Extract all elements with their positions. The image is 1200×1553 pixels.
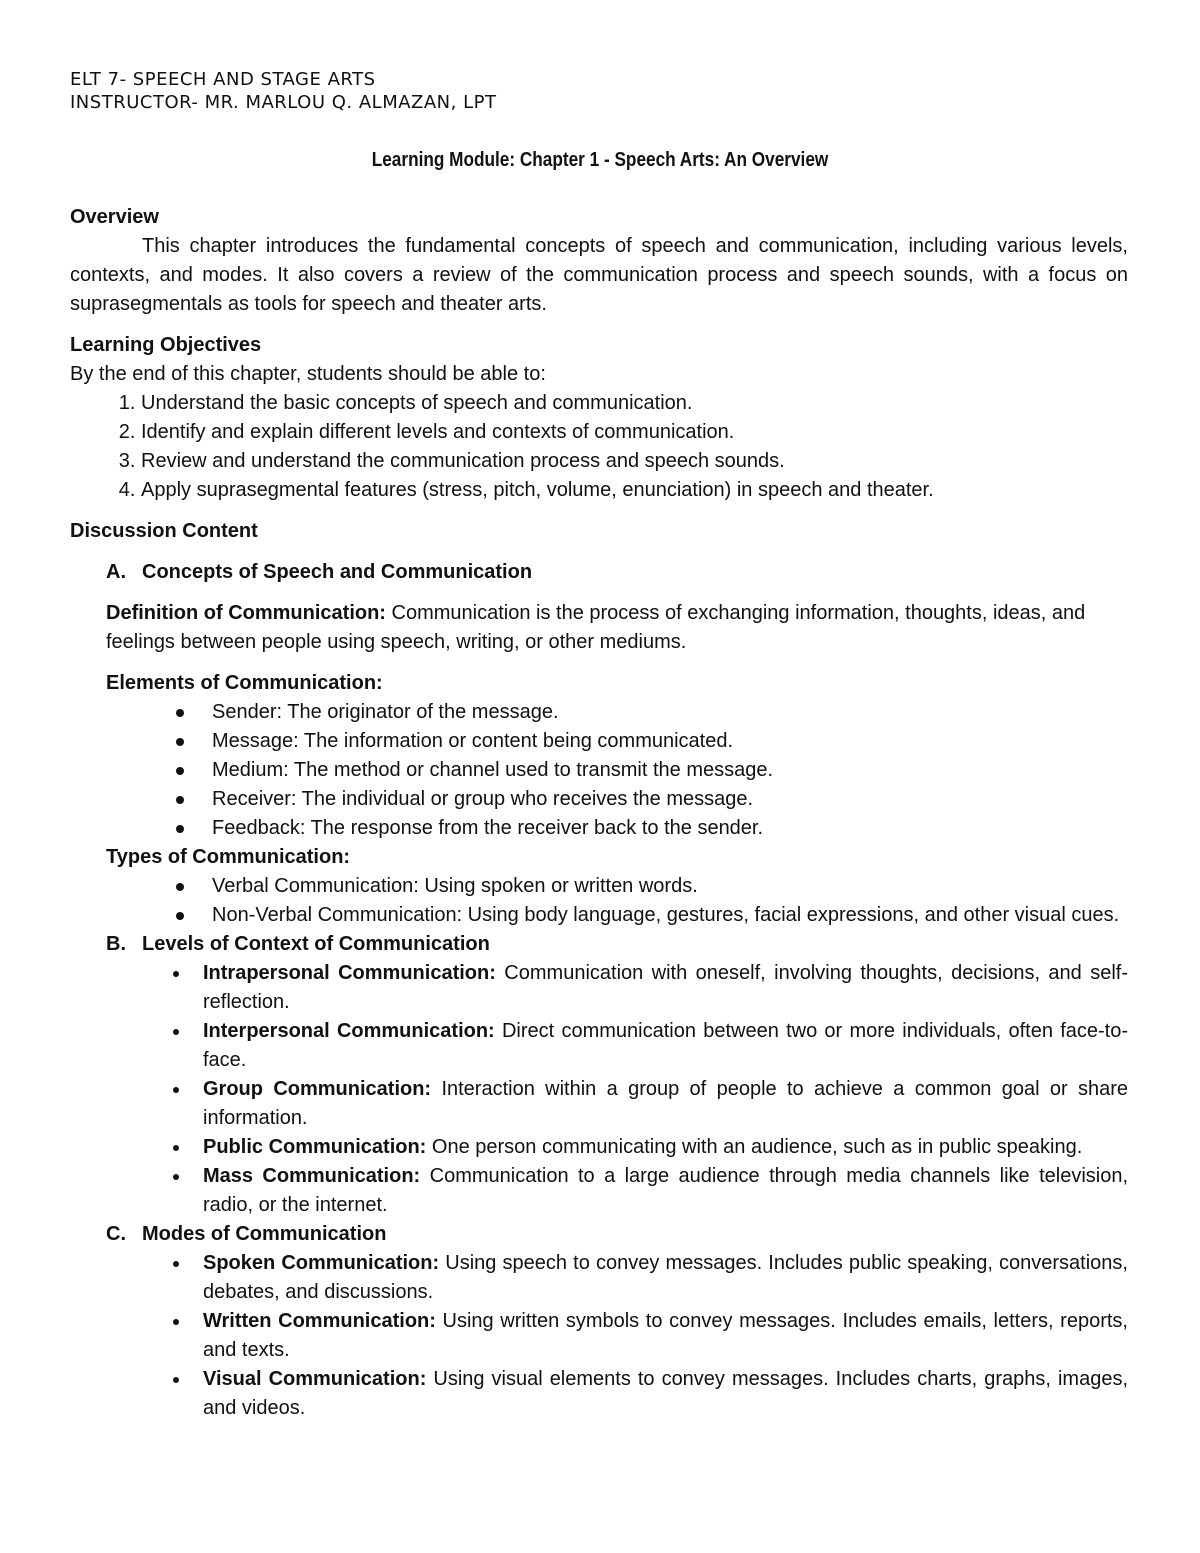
list-item <box>166 1307 1128 1365</box>
section-title: Levels of Context of Communication <box>142 933 490 955</box>
elements-heading <box>106 669 1128 698</box>
section-letter: B. <box>106 933 126 955</box>
list-item <box>166 1133 1128 1162</box>
section-c-heading <box>106 1220 1128 1249</box>
instructor-line: INSTRUCTOR- MR. MARLOU Q. ALMAZAN, LPT <box>70 92 497 113</box>
bullet-icon <box>176 883 184 891</box>
section-title: Modes of Communication <box>142 1223 387 1245</box>
types-heading-label: Types of Communication: <box>106 846 351 868</box>
bullet-icon <box>176 767 184 775</box>
elements-heading-label: Elements of Communication: <box>106 672 383 694</box>
section-letter: C. <box>106 1223 126 1245</box>
objective-item: 2. Identify and explain different levels and contexts of communication. <box>141 418 1128 447</box>
list-item-text: Receiver: The individual or group who receives the message. <box>212 788 754 810</box>
list-item <box>170 727 1128 756</box>
bullet-icon <box>176 796 184 804</box>
levels-list <box>166 959 1128 1220</box>
item-label: Mass Communication: <box>203 1165 421 1187</box>
objective-item: 1. Understand the basic concepts of speech and communication. <box>141 389 1128 418</box>
item-text: Communication with oneself, involving thoughts, decisions, and self-reflection. <box>203 962 1128 1013</box>
overview-paragraph: This chapter introduces the fundamental concepts of speech and communication, including various levels, contexts, and modes. It also covers a review of the communication process and speech sounds, with a focus on suprasegmentals as tools for speech and theater arts. <box>70 235 1128 315</box>
course-line: ELT 7- SPEECH AND STAGE ARTS <box>70 69 376 90</box>
list-item <box>170 785 1128 814</box>
section-a-heading <box>106 558 1128 587</box>
item-label: Public Communication: <box>203 1136 427 1158</box>
item-label: Written Communication: <box>203 1310 436 1332</box>
list-item-text: Verbal Communication: Using spoken or written words. <box>212 875 698 897</box>
item-text: Direct communication between two or more individuals, often face-to-face. <box>203 1020 1129 1071</box>
list-item-text: Message: The information or content being communicated. <box>212 730 734 752</box>
list-item <box>170 756 1128 785</box>
objective-item: 3. Review and understand the communication process and speech sounds. <box>141 447 1128 476</box>
objectives-heading: Learning Objectives <box>70 334 262 356</box>
section-title: Concepts of Speech and Communication <box>142 561 533 583</box>
item-text: Communication to a large audience through media channels like television, radio, or the internet. <box>203 1165 1129 1216</box>
bullet-icon <box>173 1261 179 1267</box>
list-item <box>166 1365 1128 1423</box>
list-item <box>170 698 1128 727</box>
objective-item: 4. Apply suprasegmental features (stress, pitch, volume, enunciation) in speech and theater. <box>141 476 1128 505</box>
list-item-text: Feedback: The response from the receiver back to the sender. <box>212 817 764 839</box>
item-label: Spoken Communication: <box>203 1252 440 1274</box>
list-item <box>166 1075 1128 1133</box>
document-header <box>70 68 496 114</box>
list-item <box>166 1017 1128 1075</box>
bullet-icon <box>173 1029 179 1035</box>
overview-heading: Overview <box>70 206 159 228</box>
objectives-intro: By the end of this chapter, students should be able to: <box>70 363 546 385</box>
item-label: Group Communication: <box>203 1078 432 1100</box>
item-label: Interpersonal Communication: <box>203 1020 495 1042</box>
bullet-icon <box>173 1174 179 1180</box>
bullet-icon <box>173 1145 179 1151</box>
document-body <box>70 203 1128 1423</box>
list-item <box>170 901 1128 930</box>
modes-list <box>166 1249 1128 1423</box>
definition-text: Communication is the process of exchanging information, thoughts, ideas, and feelings between people using speech, writing, or other mediums. <box>106 602 1086 653</box>
types-heading <box>106 843 1128 872</box>
definition-paragraph <box>106 599 1128 657</box>
list-item <box>170 872 1128 901</box>
section-letter: A. <box>106 561 126 583</box>
bullet-icon <box>173 971 179 977</box>
bullet-icon <box>176 738 184 746</box>
bullet-icon <box>173 1377 179 1383</box>
list-item-text: Medium: The method or channel used to transmit the message. <box>212 759 774 781</box>
list-item <box>166 959 1128 1017</box>
item-label: Visual Communication: <box>203 1368 427 1390</box>
objectives-list <box>70 389 1128 505</box>
item-text: Interaction within a group of people to achieve a common goal or share information. <box>203 1078 1129 1129</box>
item-text: Using written symbols to convey messages. Includes emails, letters, reports, and texts. <box>203 1310 1128 1361</box>
list-item <box>166 1162 1128 1220</box>
list-item <box>170 814 1128 843</box>
list-item-text: Non-Verbal Communication: Using body language, gestures, facial expressions, and other visual cues. <box>212 904 1120 926</box>
bullet-icon <box>176 825 184 833</box>
section-b-heading <box>106 930 1128 959</box>
page-title: Learning Module: Chapter 1 - Speech Arts: An Overview <box>371 149 829 171</box>
discussion-heading: Discussion Content <box>70 520 258 542</box>
bullet-icon <box>173 1087 179 1093</box>
definition-label: Definition of Communication: <box>106 602 386 624</box>
item-text: One person communicating with an audience, such as in public speaking. <box>426 1136 1083 1158</box>
item-text: Using speech to convey messages. Includes public speaking, conversations, debates, and discussions. <box>203 1252 1128 1303</box>
elements-list <box>170 698 1128 843</box>
bullet-icon <box>176 912 184 920</box>
bullet-icon <box>173 1319 179 1325</box>
list-item-text: Sender: The originator of the message. <box>212 701 559 723</box>
bullet-icon <box>176 709 184 717</box>
list-item <box>166 1249 1128 1307</box>
types-list <box>170 872 1128 930</box>
item-text: Using visual elements to convey messages. Includes charts, graphs, images, and videos. <box>203 1368 1128 1419</box>
item-label: Intrapersonal Communication: <box>203 962 496 984</box>
